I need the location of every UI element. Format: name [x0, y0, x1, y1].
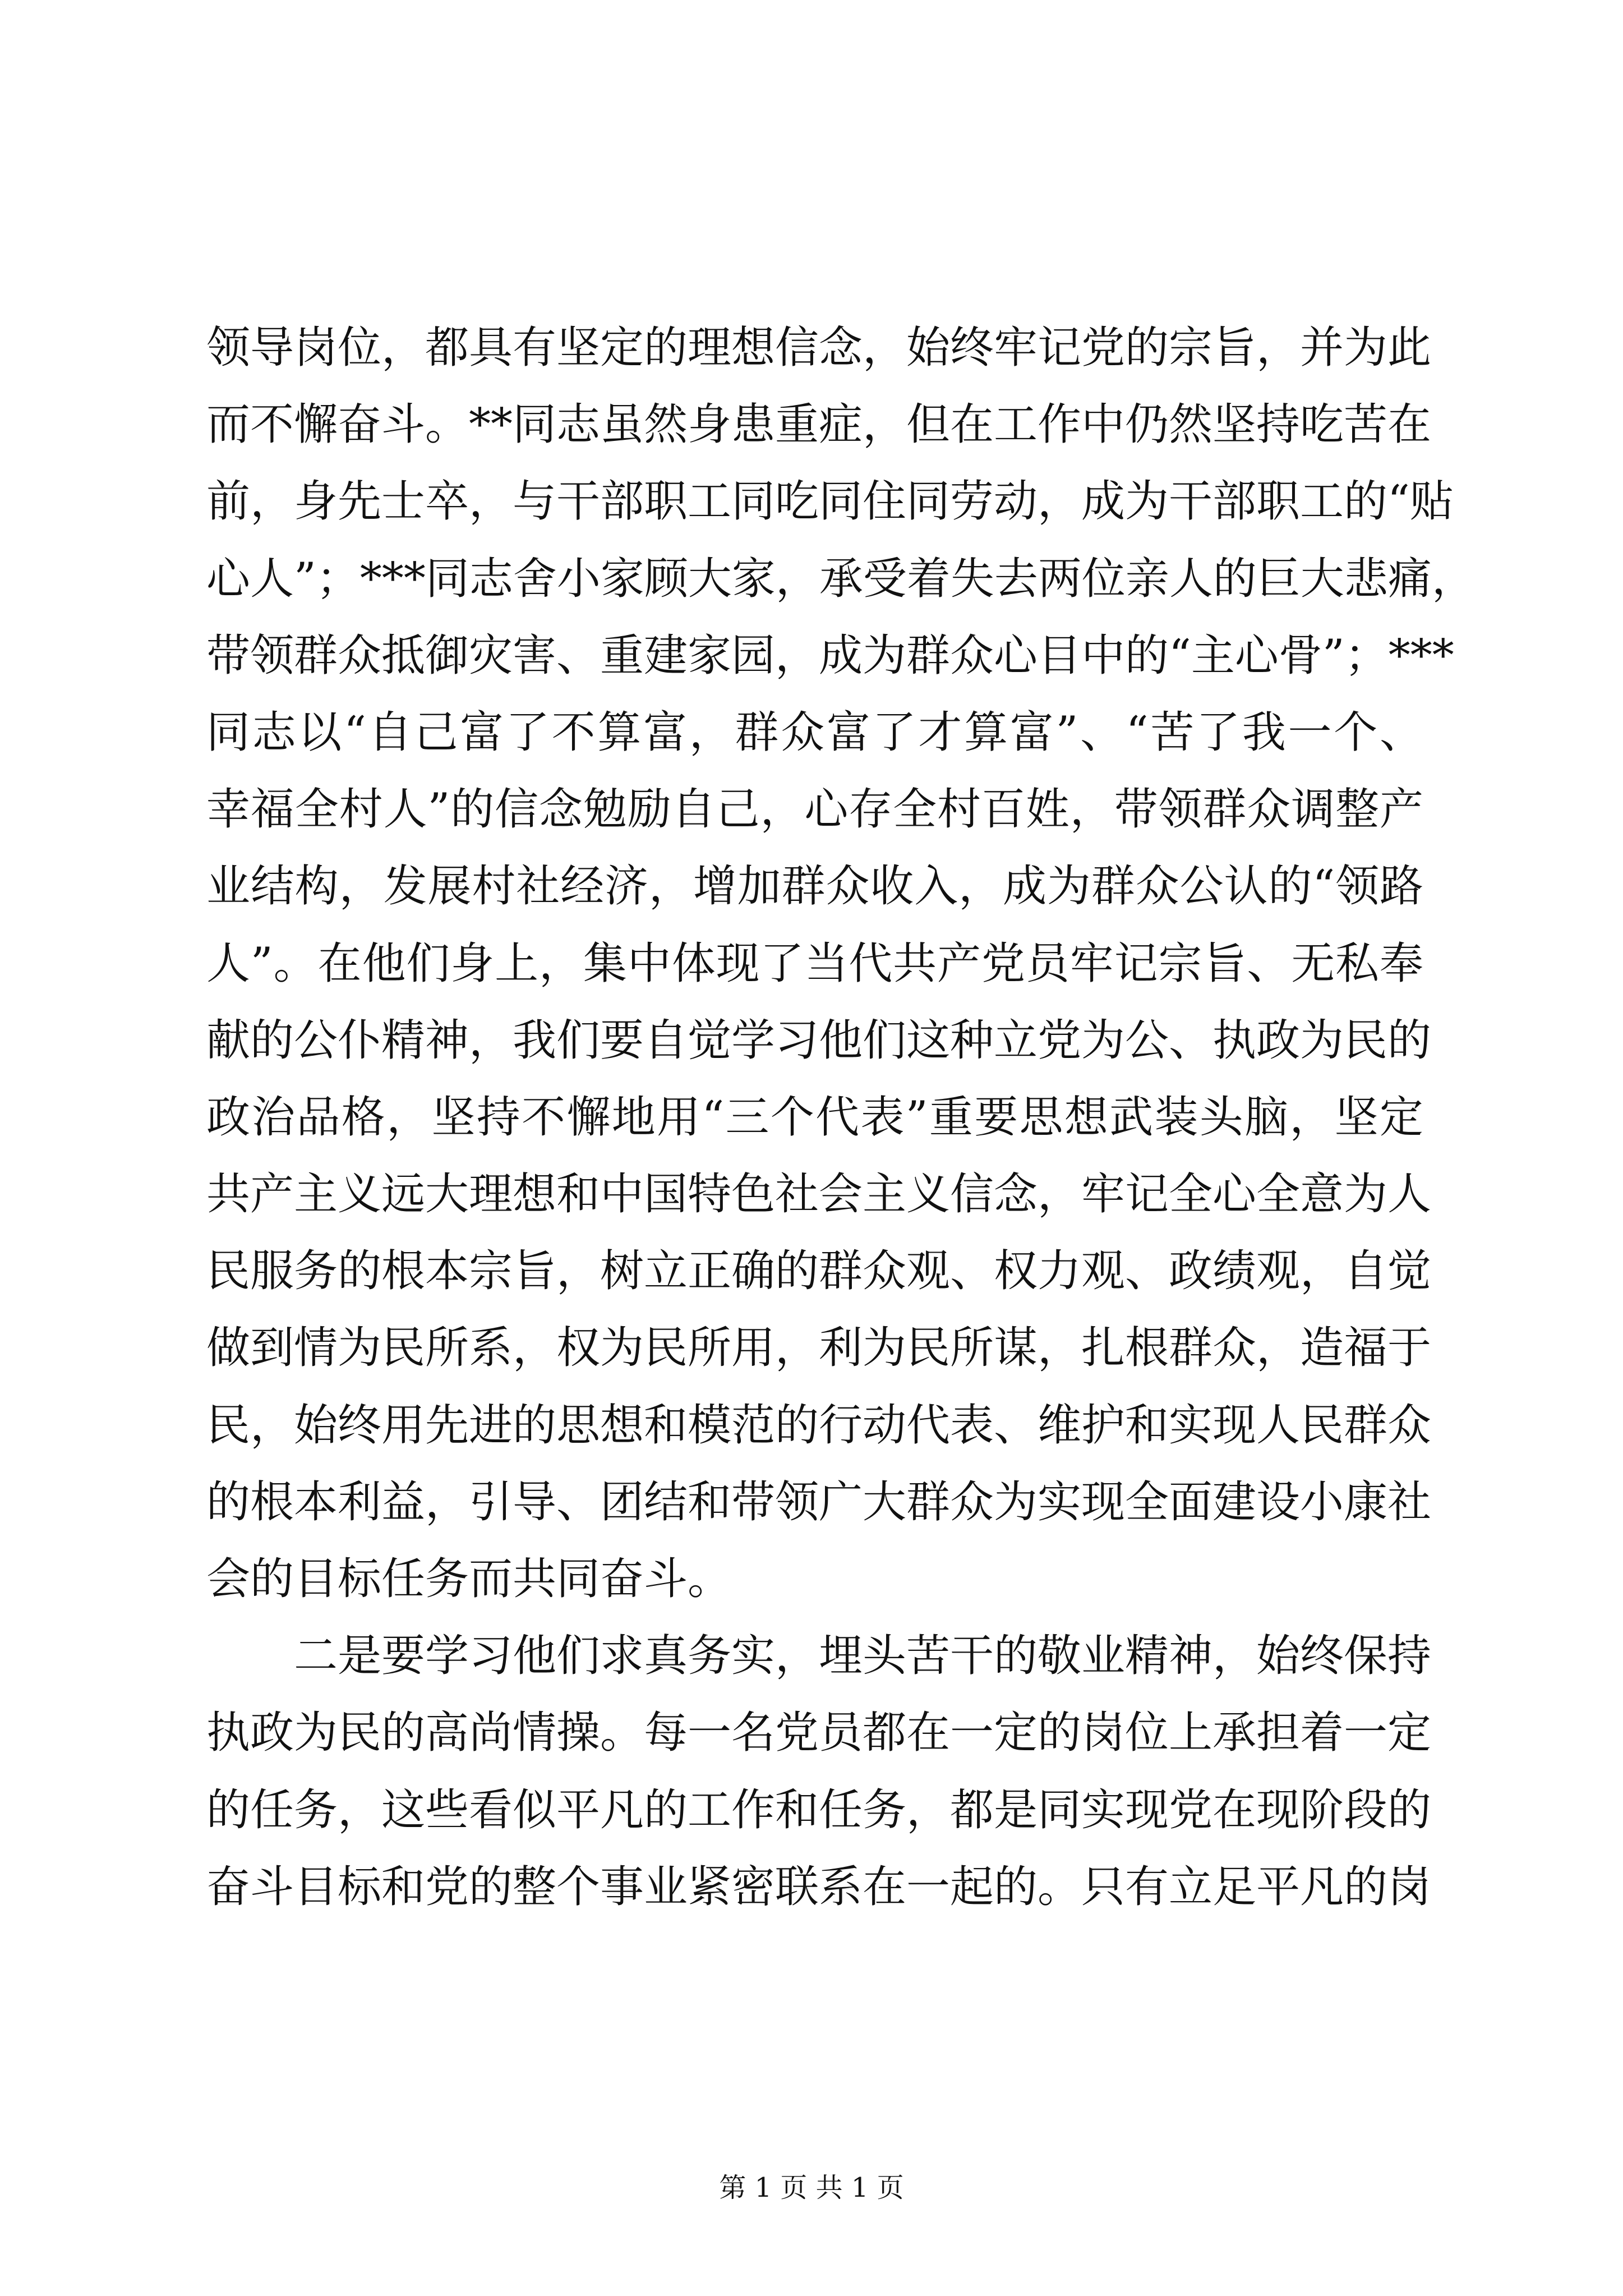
text-line-12: 共产主义远大理想和中国特色社会主义信念，牢记全心全意为人 — [206, 1169, 1432, 1220]
text-line-5: 带领群众抵御灾害、重建家园，成为群众心目中的“主心骨”；*** — [206, 630, 1454, 681]
text-line-4: 心人”；***同志舍小家顾大家，承受着失去两位亲人的巨大悲痛， — [206, 553, 1476, 604]
page-footer: 第 1 页 共 1 页 — [719, 2172, 904, 2203]
text-line-17: 会的目标任务而共同奋斗。 — [206, 1554, 732, 1604]
text-line-8: 业结构，发展村社经济，增加群众收入，成为群众公认的“领路 — [206, 861, 1423, 912]
text-line-11: 政治品格，坚持不懈地用“三个代表”重要思想武装头脑，坚定 — [206, 1092, 1423, 1143]
text-line-9: 人”。在他们身上，集中体现了当代共产党员牢记宗旨、无私奉 — [206, 938, 1423, 989]
text-line-10: 献的公仆精神，我们要自觉学习他们这种立党为公、执政为民的 — [206, 1015, 1432, 1066]
text-line-13: 民服务的根本宗旨，树立正确的群众观、权力观、政绩观，自觉 — [206, 1246, 1432, 1297]
text-line-7: 幸福全村人”的信念勉励自己，心存全村百姓，带领群众调整产 — [206, 784, 1423, 835]
text-line-18: 二是要学习他们求真务实，埋头苦干的敬业精神，始终保持 — [206, 1631, 1432, 1682]
text-line-19: 执政为民的高尚情操。每一名党员都在一定的岗位上承担着一定 — [206, 1708, 1432, 1759]
text-line-20: 的任务，这些看似平凡的工作和任务，都是同实现党在现阶段的 — [206, 1784, 1432, 1835]
body-text — [206, 310, 1476, 1926]
text-line-6: 同志以“自己富了不算富，群众富了才算富”、“苦了我一个、 — [206, 707, 1423, 758]
text-line-21: 奋斗目标和党的整个事业紧密联系在一起的。只有立足平凡的岗 — [206, 1861, 1432, 1912]
text-line-16: 的根本利益，引导、团结和带领广大群众为实现全面建设小康社 — [206, 1476, 1432, 1527]
text-line-14: 做到情为民所系，权为民所用，利为民所谋，扎根群众，造福于 — [206, 1323, 1432, 1374]
text-line-15: 民，始终用先进的思想和模范的行动代表、维护和实现人民群众 — [206, 1400, 1432, 1451]
text-line-2: 而不懈奋斗。**同志虽然身患重症，但在工作中仍然坚持吃苦在 — [206, 399, 1432, 450]
text-line-3: 前，身先士卒，与干部职工同吃同住同劳动，成为干部职工的“贴 — [206, 476, 1454, 527]
text-line-1: 领导岗位，都具有坚定的理想信念，始终牢记党的宗旨，并为此 — [206, 323, 1432, 373]
